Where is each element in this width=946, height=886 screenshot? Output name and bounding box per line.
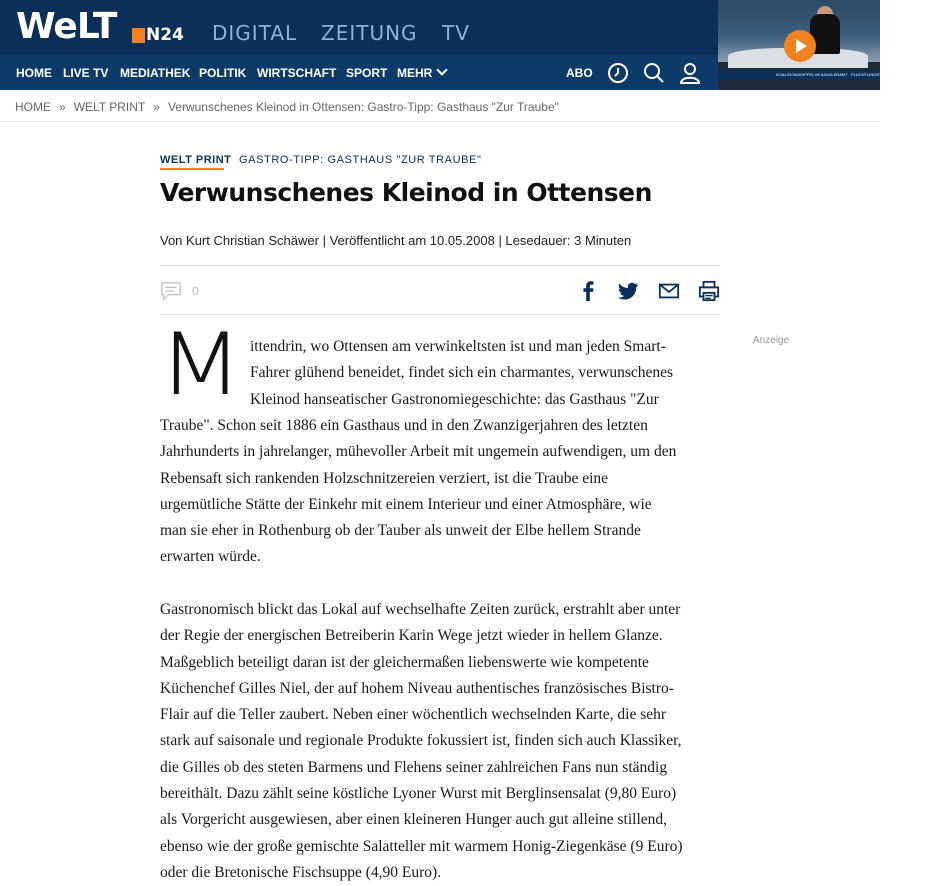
nav-mediathek[interactable]: MEDIATHEK bbox=[120, 66, 191, 80]
text-line: Jahrhunderts in jahrelanger, mühevoller Arbeit mit ungemein aufwendigen, um den bbox=[160, 443, 677, 461]
text-line: Maßgeblich beteiligt daran ist der gleichermaßen liebenswerte wie kompetente bbox=[160, 653, 649, 671]
text-line: Fahrer glühend beneidet, findet sich ein charmantes, verwunschenes bbox=[250, 364, 674, 382]
mail-icon[interactable] bbox=[658, 280, 680, 302]
article-byline: Von Kurt Christian Schäwer | Veröffentlicht am 10.05.2008 | Lesedauer: 3 Minuten bbox=[160, 233, 632, 248]
page-title: Verwunschenes Kleinod in Ottensen bbox=[160, 178, 652, 207]
facebook-icon[interactable] bbox=[577, 280, 599, 302]
text-line: Traube". Schon seit 1886 ein Gasthaus und in den Zwanzigerjahren des letzten bbox=[160, 417, 648, 434]
text-line: die Gilles ob des steten Barmens und Flehens seiner zahlreichen Fans nun ständig bbox=[160, 758, 668, 776]
divider bbox=[160, 265, 720, 266]
kicker-underline bbox=[160, 168, 224, 170]
text-line: erwarten würde. bbox=[160, 548, 261, 566]
breadcrumb-welt-print[interactable]: WELT PRINT bbox=[73, 100, 146, 114]
nav-wirtschaft[interactable]: WIRTSCHAFT bbox=[257, 66, 337, 80]
article-kicker[interactable]: WELT PRINT bbox=[160, 154, 232, 166]
article-topic: GASTRO-TIPP: GASTHAUS "ZUR TRAUBE" bbox=[239, 154, 482, 166]
live-video-teaser[interactable] bbox=[718, 0, 946, 90]
text-line: als Vorgericht ausgewiesen, aber einen kleineren Hunger auch gut alleine stillend, bbox=[160, 811, 668, 829]
text-line: ebenso wie der große gemischte Salatteller mit warmem Honig-Ziegenkäse (9 Euro) bbox=[160, 837, 683, 855]
nav-mehr[interactable] bbox=[397, 66, 446, 80]
text-line: stark auf saisonale und regionale Produkte fokussiert ist, finden sich auch Klassiker, bbox=[160, 732, 682, 750]
twitter-icon[interactable] bbox=[617, 280, 639, 302]
text-line: Gastronomisch blickt das Lokal auf wechselhafte Zeiten zurück, erstrahlt aber unter bbox=[160, 601, 681, 618]
play-icon bbox=[796, 39, 807, 53]
n24-logo[interactable] bbox=[132, 25, 184, 45]
divider bbox=[160, 314, 720, 315]
ad-label: Anzeige bbox=[753, 335, 790, 346]
text-line: oder die Bretonische Fischsuppe (4,90 Euro). bbox=[160, 863, 442, 881]
comment-icon[interactable] bbox=[160, 280, 182, 302]
nav-home[interactable]: HOME bbox=[16, 66, 52, 80]
nav-sport[interactable]: SPORT bbox=[346, 66, 388, 80]
breadcrumb bbox=[15, 100, 559, 114]
nav-politik[interactable]: POLITIK bbox=[199, 66, 247, 80]
text-line: urgemütliche Stätte der Einkehr mit einem Interieur und einer Atmosphäre, wie bbox=[160, 495, 652, 513]
clock-icon[interactable] bbox=[606, 61, 630, 85]
print-icon[interactable] bbox=[698, 280, 720, 302]
chevron-down-icon bbox=[437, 64, 448, 75]
comment-count[interactable]: 0 bbox=[192, 284, 199, 298]
text-line: ittendrin, wo Ottensen am verwinkeltsten ist und man jeden Smart- bbox=[250, 338, 666, 355]
text-line: bereithält. Dazu zählt seine köstliche Lyoner Wurst mit Berglinsensalat (9,80 Euro) bbox=[160, 785, 677, 803]
text-line: Rebensaft sich rankenden Holzschnitzereien verziert, ist die Traube eine bbox=[160, 469, 609, 487]
nav-live-tv[interactable]: LIVE TV bbox=[63, 66, 109, 80]
paragraph-2 bbox=[160, 597, 683, 886]
nav-mehr-label: MEHR bbox=[397, 66, 433, 80]
text-line: der Regie der energischen Betreiberin Karin Wege jetzt wieder in hellem Glanze. bbox=[160, 627, 663, 645]
paragraph-1-indented bbox=[250, 334, 673, 413]
text-line: man sie eher in Rothenburg ob der Tauber als unweit der Elbe hellem Strande bbox=[160, 522, 641, 540]
n24-label: N24 bbox=[146, 25, 184, 45]
paragraph-1 bbox=[160, 413, 676, 571]
text-line: Flair auf die Teller zaubert. Neben einer wöchentlich wechselnden Karte, die sehr bbox=[160, 706, 667, 724]
breadcrumb-current: Verwunschenes Kleinod in Ottensen: Gastro-Tipp: Gasthaus "Zur Traube" bbox=[167, 100, 559, 114]
top-nav-tv[interactable]: TV bbox=[442, 21, 470, 45]
top-nav-zeitung[interactable]: ZEITUNG bbox=[321, 21, 418, 45]
sub-nav bbox=[0, 55, 718, 90]
breadcrumb-divider bbox=[0, 121, 880, 122]
breadcrumb-separator: » bbox=[59, 100, 66, 114]
video-ticker-text: KOALITIONSGIPFEL IM KANZLERAMT · FLÜCHTLINGSTHEMA WURDE AUSGEKLAMMERT bbox=[776, 72, 946, 77]
top-nav-digital[interactable]: DIGITAL bbox=[212, 21, 298, 45]
search-icon[interactable] bbox=[642, 61, 666, 85]
abo-link[interactable]: ABO bbox=[566, 66, 593, 80]
text-line: Küchenchef Gilles Niel, der auf hohem Niveau authentisches französisches Bistro- bbox=[160, 679, 674, 697]
breadcrumb-separator: » bbox=[153, 100, 160, 114]
breadcrumb-home[interactable]: HOME bbox=[15, 100, 51, 114]
welt-logo[interactable]: WeLT bbox=[16, 6, 117, 47]
user-icon[interactable] bbox=[678, 61, 702, 85]
n24-square-icon bbox=[132, 28, 145, 43]
text-line: Kleinod hanseatischer Gastronomiegeschichte: das Gasthaus "Zur bbox=[250, 390, 659, 408]
drop-cap: M bbox=[158, 315, 244, 415]
